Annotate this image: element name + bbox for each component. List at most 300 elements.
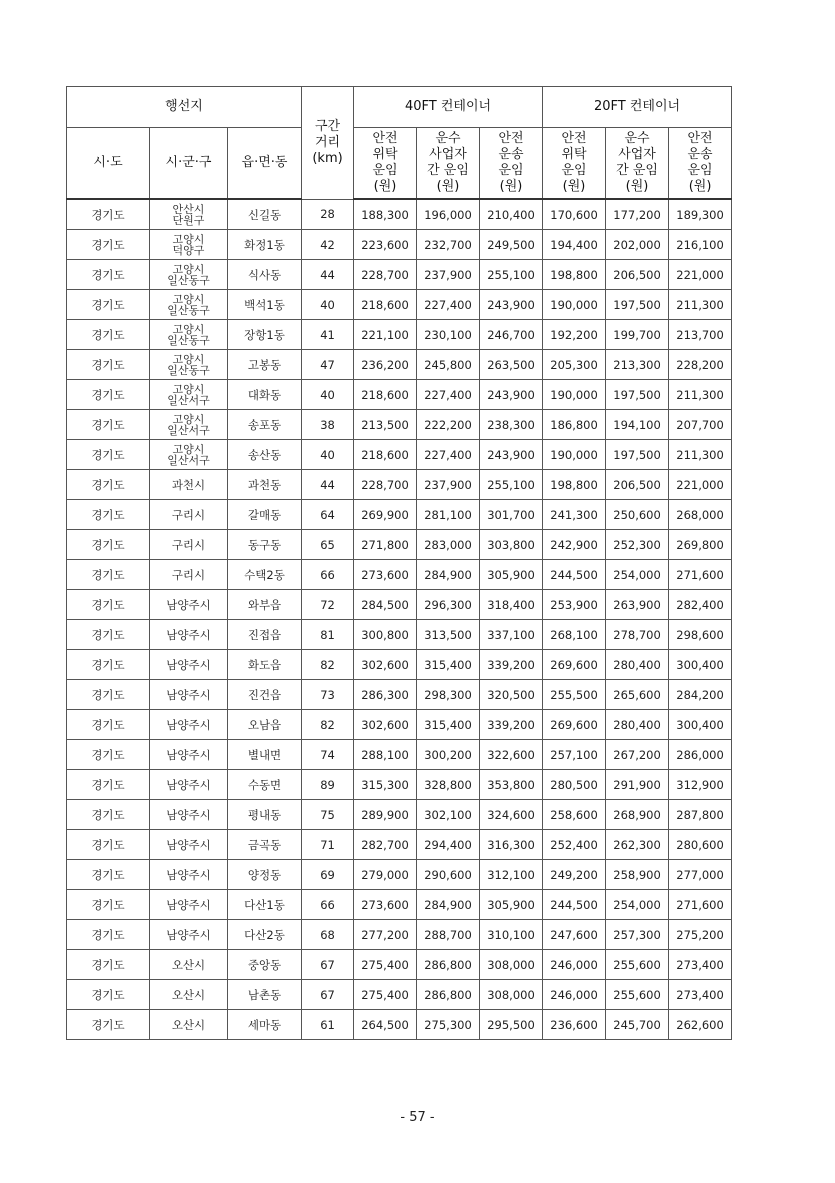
- cell-20ft-between: 291,900: [606, 770, 669, 800]
- table-row: [67, 890, 732, 920]
- page-number: - 57 -: [400, 1110, 435, 1125]
- cell-20ft-between: 197,500: [606, 290, 669, 320]
- cell-sigungu: 남양주시: [150, 800, 228, 830]
- table-row: [67, 620, 732, 650]
- cell-distance: 66: [302, 890, 354, 920]
- cell-eupmyeondong: 다산1동: [228, 890, 302, 920]
- cell-20ft-between: 206,500: [606, 470, 669, 500]
- cell-40ft-transport: 301,700: [480, 500, 543, 530]
- cell-20ft-between: 254,000: [606, 560, 669, 590]
- cell-40ft-consign: 275,400: [354, 980, 417, 1010]
- cell-20ft-transport: 189,300: [669, 199, 732, 230]
- cell-sigungu: 남양주시: [150, 770, 228, 800]
- cell-40ft-consign: 221,100: [354, 320, 417, 350]
- cell-40ft-transport: 249,500: [480, 230, 543, 260]
- cell-40ft-between: 196,000: [417, 199, 480, 230]
- cell-sido: 경기도: [67, 620, 150, 650]
- cell-distance: 73: [302, 680, 354, 710]
- cell-20ft-consign: 242,900: [543, 530, 606, 560]
- cell-sigungu: 안산시 단원구: [150, 199, 228, 230]
- table-row: [67, 410, 732, 440]
- cell-20ft-consign: 198,800: [543, 470, 606, 500]
- cell-40ft-between: 294,400: [417, 830, 480, 860]
- cell-40ft-between: 286,800: [417, 950, 480, 980]
- cell-distance: 82: [302, 710, 354, 740]
- cell-sigungu: 과천시: [150, 470, 228, 500]
- cell-sido: 경기도: [67, 740, 150, 770]
- cell-20ft-transport: 277,000: [669, 860, 732, 890]
- cell-sido: 경기도: [67, 830, 150, 860]
- cell-sigungu: 남양주시: [150, 740, 228, 770]
- cell-eupmyeondong: 진접읍: [228, 620, 302, 650]
- cell-40ft-consign: 302,600: [354, 650, 417, 680]
- header-sigungu: 시·군·구: [150, 128, 228, 200]
- table-row: [67, 230, 732, 260]
- cell-40ft-transport: 243,900: [480, 440, 543, 470]
- cell-distance: 82: [302, 650, 354, 680]
- cell-20ft-between: 254,000: [606, 890, 669, 920]
- cell-40ft-between: 298,300: [417, 680, 480, 710]
- cell-sido: 경기도: [67, 440, 150, 470]
- cell-40ft-consign: 282,700: [354, 830, 417, 860]
- header-distance: 구간 거리 (km): [302, 87, 354, 200]
- cell-20ft-consign: 269,600: [543, 710, 606, 740]
- cell-eupmyeondong: 송포동: [228, 410, 302, 440]
- cell-20ft-between: 177,200: [606, 199, 669, 230]
- cell-sido: 경기도: [67, 980, 150, 1010]
- table-row: [67, 950, 732, 980]
- cell-20ft-transport: 228,200: [669, 350, 732, 380]
- cell-40ft-between: 275,300: [417, 1010, 480, 1040]
- cell-sigungu: 고양시 덕양구: [150, 230, 228, 260]
- cell-eupmyeondong: 과천동: [228, 470, 302, 500]
- cell-20ft-between: 213,300: [606, 350, 669, 380]
- cell-eupmyeondong: 신길동: [228, 199, 302, 230]
- cell-sido: 경기도: [67, 890, 150, 920]
- cell-40ft-transport: 305,900: [480, 560, 543, 590]
- table-row: [67, 560, 732, 590]
- cell-sido: 경기도: [67, 500, 150, 530]
- cell-40ft-transport: 310,100: [480, 920, 543, 950]
- cell-20ft-between: 197,500: [606, 440, 669, 470]
- cell-sigungu: 고양시 일산동구: [150, 350, 228, 380]
- cell-40ft-transport: 295,500: [480, 1010, 543, 1040]
- cell-sido: 경기도: [67, 950, 150, 980]
- cell-40ft-between: 227,400: [417, 440, 480, 470]
- cell-sido: 경기도: [67, 350, 150, 380]
- cell-40ft-transport: 339,200: [480, 710, 543, 740]
- cell-40ft-consign: 300,800: [354, 620, 417, 650]
- cell-20ft-between: 255,600: [606, 980, 669, 1010]
- cell-20ft-between: 202,000: [606, 230, 669, 260]
- cell-sido: 경기도: [67, 800, 150, 830]
- cell-eupmyeondong: 남촌동: [228, 980, 302, 1010]
- cell-sido: 경기도: [67, 380, 150, 410]
- cell-20ft-transport: 216,100: [669, 230, 732, 260]
- cell-eupmyeondong: 수택2동: [228, 560, 302, 590]
- cell-sigungu: 고양시 일산서구: [150, 440, 228, 470]
- cell-20ft-transport: 273,400: [669, 980, 732, 1010]
- cell-20ft-between: 265,600: [606, 680, 669, 710]
- cell-20ft-transport: 207,700: [669, 410, 732, 440]
- cell-distance: 41: [302, 320, 354, 350]
- cell-sigungu: 고양시 일산동구: [150, 260, 228, 290]
- cell-40ft-between: 284,900: [417, 560, 480, 590]
- cell-40ft-between: 328,800: [417, 770, 480, 800]
- cell-distance: 61: [302, 1010, 354, 1040]
- cell-40ft-consign: 288,100: [354, 740, 417, 770]
- cell-40ft-consign: 223,600: [354, 230, 417, 260]
- header-20ft-between-fare: 운수 사업자 간 운임 (원): [606, 128, 669, 200]
- table-row: [67, 740, 732, 770]
- cell-sido: 경기도: [67, 290, 150, 320]
- cell-40ft-consign: 264,500: [354, 1010, 417, 1040]
- cell-20ft-between: 199,700: [606, 320, 669, 350]
- cell-eupmyeondong: 세마동: [228, 1010, 302, 1040]
- cell-sido: 경기도: [67, 680, 150, 710]
- cell-40ft-between: 300,200: [417, 740, 480, 770]
- cell-40ft-transport: 246,700: [480, 320, 543, 350]
- cell-sido: 경기도: [67, 470, 150, 500]
- cell-distance: 75: [302, 800, 354, 830]
- cell-40ft-consign: 218,600: [354, 440, 417, 470]
- cell-eupmyeondong: 식사동: [228, 260, 302, 290]
- cell-20ft-between: 257,300: [606, 920, 669, 950]
- table-row: [67, 800, 732, 830]
- cell-40ft-consign: 271,800: [354, 530, 417, 560]
- cell-40ft-consign: 289,900: [354, 800, 417, 830]
- cell-40ft-consign: 228,700: [354, 470, 417, 500]
- cell-20ft-between: 268,900: [606, 800, 669, 830]
- table-row: [67, 260, 732, 290]
- cell-sido: 경기도: [67, 1010, 150, 1040]
- cell-20ft-transport: 287,800: [669, 800, 732, 830]
- cell-20ft-transport: 300,400: [669, 710, 732, 740]
- cell-20ft-between: 267,200: [606, 740, 669, 770]
- cell-distance: 44: [302, 470, 354, 500]
- cell-sigungu: 남양주시: [150, 620, 228, 650]
- table-row: [67, 920, 732, 950]
- cell-20ft-consign: 170,600: [543, 199, 606, 230]
- table-row: [67, 380, 732, 410]
- header-40ft-consign-fare: 안전 위탁 운임 (원): [354, 128, 417, 200]
- cell-eupmyeondong: 평내동: [228, 800, 302, 830]
- table-row: [67, 199, 732, 230]
- cell-40ft-between: 222,200: [417, 410, 480, 440]
- cell-20ft-transport: 275,200: [669, 920, 732, 950]
- table-row: [67, 860, 732, 890]
- cell-sido: 경기도: [67, 320, 150, 350]
- cell-40ft-between: 237,900: [417, 260, 480, 290]
- cell-40ft-consign: 273,600: [354, 560, 417, 590]
- cell-40ft-between: 288,700: [417, 920, 480, 950]
- cell-20ft-between: 206,500: [606, 260, 669, 290]
- cell-distance: 89: [302, 770, 354, 800]
- cell-40ft-consign: 188,300: [354, 199, 417, 230]
- cell-40ft-between: 281,100: [417, 500, 480, 530]
- cell-20ft-transport: 213,700: [669, 320, 732, 350]
- cell-eupmyeondong: 송산동: [228, 440, 302, 470]
- cell-40ft-between: 315,400: [417, 650, 480, 680]
- cell-eupmyeondong: 오남읍: [228, 710, 302, 740]
- cell-20ft-transport: 273,400: [669, 950, 732, 980]
- cell-sido: 경기도: [67, 770, 150, 800]
- cell-20ft-consign: 246,000: [543, 980, 606, 1010]
- cell-40ft-between: 227,400: [417, 380, 480, 410]
- cell-40ft-consign: 315,300: [354, 770, 417, 800]
- cell-40ft-transport: 303,800: [480, 530, 543, 560]
- cell-40ft-between: 245,800: [417, 350, 480, 380]
- cell-20ft-consign: 246,000: [543, 950, 606, 980]
- cell-40ft-transport: 255,100: [480, 260, 543, 290]
- cell-eupmyeondong: 동구동: [228, 530, 302, 560]
- cell-20ft-transport: 298,600: [669, 620, 732, 650]
- cell-40ft-transport: 339,200: [480, 650, 543, 680]
- cell-distance: 47: [302, 350, 354, 380]
- cell-20ft-between: 252,300: [606, 530, 669, 560]
- cell-distance: 42: [302, 230, 354, 260]
- cell-distance: 71: [302, 830, 354, 860]
- cell-eupmyeondong: 화정1동: [228, 230, 302, 260]
- cell-20ft-consign: 192,200: [543, 320, 606, 350]
- cell-40ft-between: 237,900: [417, 470, 480, 500]
- cell-eupmyeondong: 금곡동: [228, 830, 302, 860]
- cell-sigungu: 오산시: [150, 1010, 228, 1040]
- cell-sido: 경기도: [67, 650, 150, 680]
- cell-20ft-between: 245,700: [606, 1010, 669, 1040]
- cell-20ft-transport: 271,600: [669, 890, 732, 920]
- cell-sido: 경기도: [67, 260, 150, 290]
- cell-40ft-transport: 324,600: [480, 800, 543, 830]
- cell-sigungu: 구리시: [150, 500, 228, 530]
- header-eupmyeondong: 읍·면·동: [228, 128, 302, 200]
- table-row: [67, 830, 732, 860]
- cell-distance: 65: [302, 530, 354, 560]
- table-row: [67, 440, 732, 470]
- cell-40ft-consign: 275,400: [354, 950, 417, 980]
- cell-distance: 64: [302, 500, 354, 530]
- table-row: [67, 980, 732, 1010]
- table-row: [67, 350, 732, 380]
- cell-40ft-consign: 213,500: [354, 410, 417, 440]
- cell-20ft-between: 262,300: [606, 830, 669, 860]
- cell-sigungu: 남양주시: [150, 860, 228, 890]
- cell-eupmyeondong: 화도읍: [228, 650, 302, 680]
- cell-40ft-consign: 277,200: [354, 920, 417, 950]
- cell-distance: 74: [302, 740, 354, 770]
- cell-40ft-between: 284,900: [417, 890, 480, 920]
- cell-20ft-between: 278,700: [606, 620, 669, 650]
- cell-40ft-consign: 228,700: [354, 260, 417, 290]
- cell-40ft-between: 286,800: [417, 980, 480, 1010]
- table-row: [67, 710, 732, 740]
- fare-table: [66, 86, 732, 1040]
- cell-40ft-transport: 316,300: [480, 830, 543, 860]
- header-40ft-between-fare: 운수 사업자 간 운임 (원): [417, 128, 480, 200]
- cell-eupmyeondong: 다산2동: [228, 920, 302, 950]
- cell-40ft-between: 232,700: [417, 230, 480, 260]
- cell-20ft-transport: 211,300: [669, 290, 732, 320]
- cell-sigungu: 오산시: [150, 950, 228, 980]
- cell-40ft-between: 290,600: [417, 860, 480, 890]
- table-row: [67, 680, 732, 710]
- cell-40ft-transport: 243,900: [480, 380, 543, 410]
- cell-40ft-between: 230,100: [417, 320, 480, 350]
- cell-20ft-consign: 249,200: [543, 860, 606, 890]
- cell-20ft-transport: 211,300: [669, 380, 732, 410]
- cell-eupmyeondong: 장항1동: [228, 320, 302, 350]
- cell-20ft-transport: 221,000: [669, 260, 732, 290]
- cell-40ft-transport: 263,500: [480, 350, 543, 380]
- cell-20ft-consign: 269,600: [543, 650, 606, 680]
- cell-sigungu: 남양주시: [150, 710, 228, 740]
- cell-40ft-consign: 279,000: [354, 860, 417, 890]
- table-row: [67, 320, 732, 350]
- cell-20ft-transport: 286,000: [669, 740, 732, 770]
- cell-40ft-between: 227,400: [417, 290, 480, 320]
- cell-20ft-consign: 257,100: [543, 740, 606, 770]
- cell-20ft-consign: 186,800: [543, 410, 606, 440]
- cell-distance: 40: [302, 380, 354, 410]
- cell-sigungu: 남양주시: [150, 590, 228, 620]
- cell-sido: 경기도: [67, 530, 150, 560]
- cell-eupmyeondong: 양정동: [228, 860, 302, 890]
- cell-20ft-between: 258,900: [606, 860, 669, 890]
- cell-40ft-transport: 320,500: [480, 680, 543, 710]
- cell-40ft-transport: 318,400: [480, 590, 543, 620]
- cell-distance: 44: [302, 260, 354, 290]
- cell-40ft-transport: 255,100: [480, 470, 543, 500]
- header-40ft-transport-fare: 안전 운송 운임 (원): [480, 128, 543, 200]
- cell-distance: 69: [302, 860, 354, 890]
- cell-20ft-transport: 269,800: [669, 530, 732, 560]
- cell-eupmyeondong: 백석1동: [228, 290, 302, 320]
- cell-distance: 28: [302, 199, 354, 230]
- cell-40ft-between: 315,400: [417, 710, 480, 740]
- cell-20ft-transport: 271,600: [669, 560, 732, 590]
- cell-distance: 66: [302, 560, 354, 590]
- cell-40ft-consign: 269,900: [354, 500, 417, 530]
- cell-eupmyeondong: 중앙동: [228, 950, 302, 980]
- cell-distance: 40: [302, 290, 354, 320]
- cell-distance: 67: [302, 980, 354, 1010]
- cell-20ft-consign: 241,300: [543, 500, 606, 530]
- cell-40ft-transport: 305,900: [480, 890, 543, 920]
- cell-sigungu: 고양시 일산서구: [150, 380, 228, 410]
- cell-40ft-consign: 284,500: [354, 590, 417, 620]
- cell-20ft-between: 280,400: [606, 710, 669, 740]
- header-sido: 시·도: [67, 128, 150, 200]
- table-row: [67, 530, 732, 560]
- cell-40ft-consign: 302,600: [354, 710, 417, 740]
- cell-distance: 67: [302, 950, 354, 980]
- table-row: [67, 470, 732, 500]
- cell-20ft-consign: 236,600: [543, 1010, 606, 1040]
- cell-20ft-consign: 253,900: [543, 590, 606, 620]
- cell-20ft-transport: 312,900: [669, 770, 732, 800]
- cell-eupmyeondong: 대화동: [228, 380, 302, 410]
- table-row: [67, 650, 732, 680]
- cell-40ft-transport: 337,100: [480, 620, 543, 650]
- cell-sigungu: 남양주시: [150, 920, 228, 950]
- cell-20ft-consign: 252,400: [543, 830, 606, 860]
- table-row: [67, 290, 732, 320]
- cell-sido: 경기도: [67, 560, 150, 590]
- cell-20ft-consign: 190,000: [543, 290, 606, 320]
- cell-40ft-consign: 218,600: [354, 380, 417, 410]
- cell-20ft-transport: 211,300: [669, 440, 732, 470]
- cell-20ft-transport: 284,200: [669, 680, 732, 710]
- cell-eupmyeondong: 갈매동: [228, 500, 302, 530]
- cell-20ft-between: 263,900: [606, 590, 669, 620]
- cell-20ft-between: 255,600: [606, 950, 669, 980]
- table-row: [67, 500, 732, 530]
- header-40ft-group: 40FT 컨테이너: [354, 87, 543, 128]
- cell-20ft-consign: 190,000: [543, 380, 606, 410]
- cell-40ft-consign: 273,600: [354, 890, 417, 920]
- cell-20ft-consign: 198,800: [543, 260, 606, 290]
- cell-sigungu: 고양시 일산동구: [150, 320, 228, 350]
- cell-40ft-transport: 322,600: [480, 740, 543, 770]
- cell-20ft-between: 197,500: [606, 380, 669, 410]
- cell-sigungu: 오산시: [150, 980, 228, 1010]
- cell-sigungu: 구리시: [150, 530, 228, 560]
- cell-20ft-consign: 244,500: [543, 890, 606, 920]
- cell-sigungu: 고양시 일산동구: [150, 290, 228, 320]
- header-20ft-transport-fare: 안전 운송 운임 (원): [669, 128, 732, 200]
- cell-20ft-consign: 247,600: [543, 920, 606, 950]
- cell-20ft-consign: 244,500: [543, 560, 606, 590]
- cell-distance: 40: [302, 440, 354, 470]
- cell-20ft-between: 280,400: [606, 650, 669, 680]
- cell-40ft-transport: 210,400: [480, 199, 543, 230]
- cell-40ft-consign: 218,600: [354, 290, 417, 320]
- cell-sido: 경기도: [67, 860, 150, 890]
- table-body: [67, 199, 732, 1040]
- cell-sido: 경기도: [67, 590, 150, 620]
- cell-sigungu: 고양시 일산서구: [150, 410, 228, 440]
- cell-eupmyeondong: 와부읍: [228, 590, 302, 620]
- cell-eupmyeondong: 별내면: [228, 740, 302, 770]
- cell-40ft-between: 283,000: [417, 530, 480, 560]
- cell-sigungu: 남양주시: [150, 680, 228, 710]
- cell-20ft-consign: 194,400: [543, 230, 606, 260]
- cell-40ft-between: 296,300: [417, 590, 480, 620]
- cell-sido: 경기도: [67, 710, 150, 740]
- header-destination: 행선지: [67, 87, 302, 128]
- cell-sigungu: 구리시: [150, 560, 228, 590]
- cell-40ft-consign: 236,200: [354, 350, 417, 380]
- cell-20ft-consign: 258,600: [543, 800, 606, 830]
- cell-distance: 81: [302, 620, 354, 650]
- cell-20ft-consign: 205,300: [543, 350, 606, 380]
- cell-distance: 38: [302, 410, 354, 440]
- header-20ft-group: 20FT 컨테이너: [543, 87, 732, 128]
- table-header: [67, 87, 732, 200]
- cell-40ft-transport: 243,900: [480, 290, 543, 320]
- cell-sido: 경기도: [67, 920, 150, 950]
- cell-20ft-consign: 190,000: [543, 440, 606, 470]
- cell-sigungu: 남양주시: [150, 890, 228, 920]
- cell-40ft-between: 313,500: [417, 620, 480, 650]
- cell-40ft-transport: 353,800: [480, 770, 543, 800]
- cell-40ft-transport: 238,300: [480, 410, 543, 440]
- cell-20ft-transport: 268,000: [669, 500, 732, 530]
- cell-sido: 경기도: [67, 230, 150, 260]
- cell-sigungu: 남양주시: [150, 830, 228, 860]
- cell-20ft-transport: 282,400: [669, 590, 732, 620]
- cell-20ft-consign: 268,100: [543, 620, 606, 650]
